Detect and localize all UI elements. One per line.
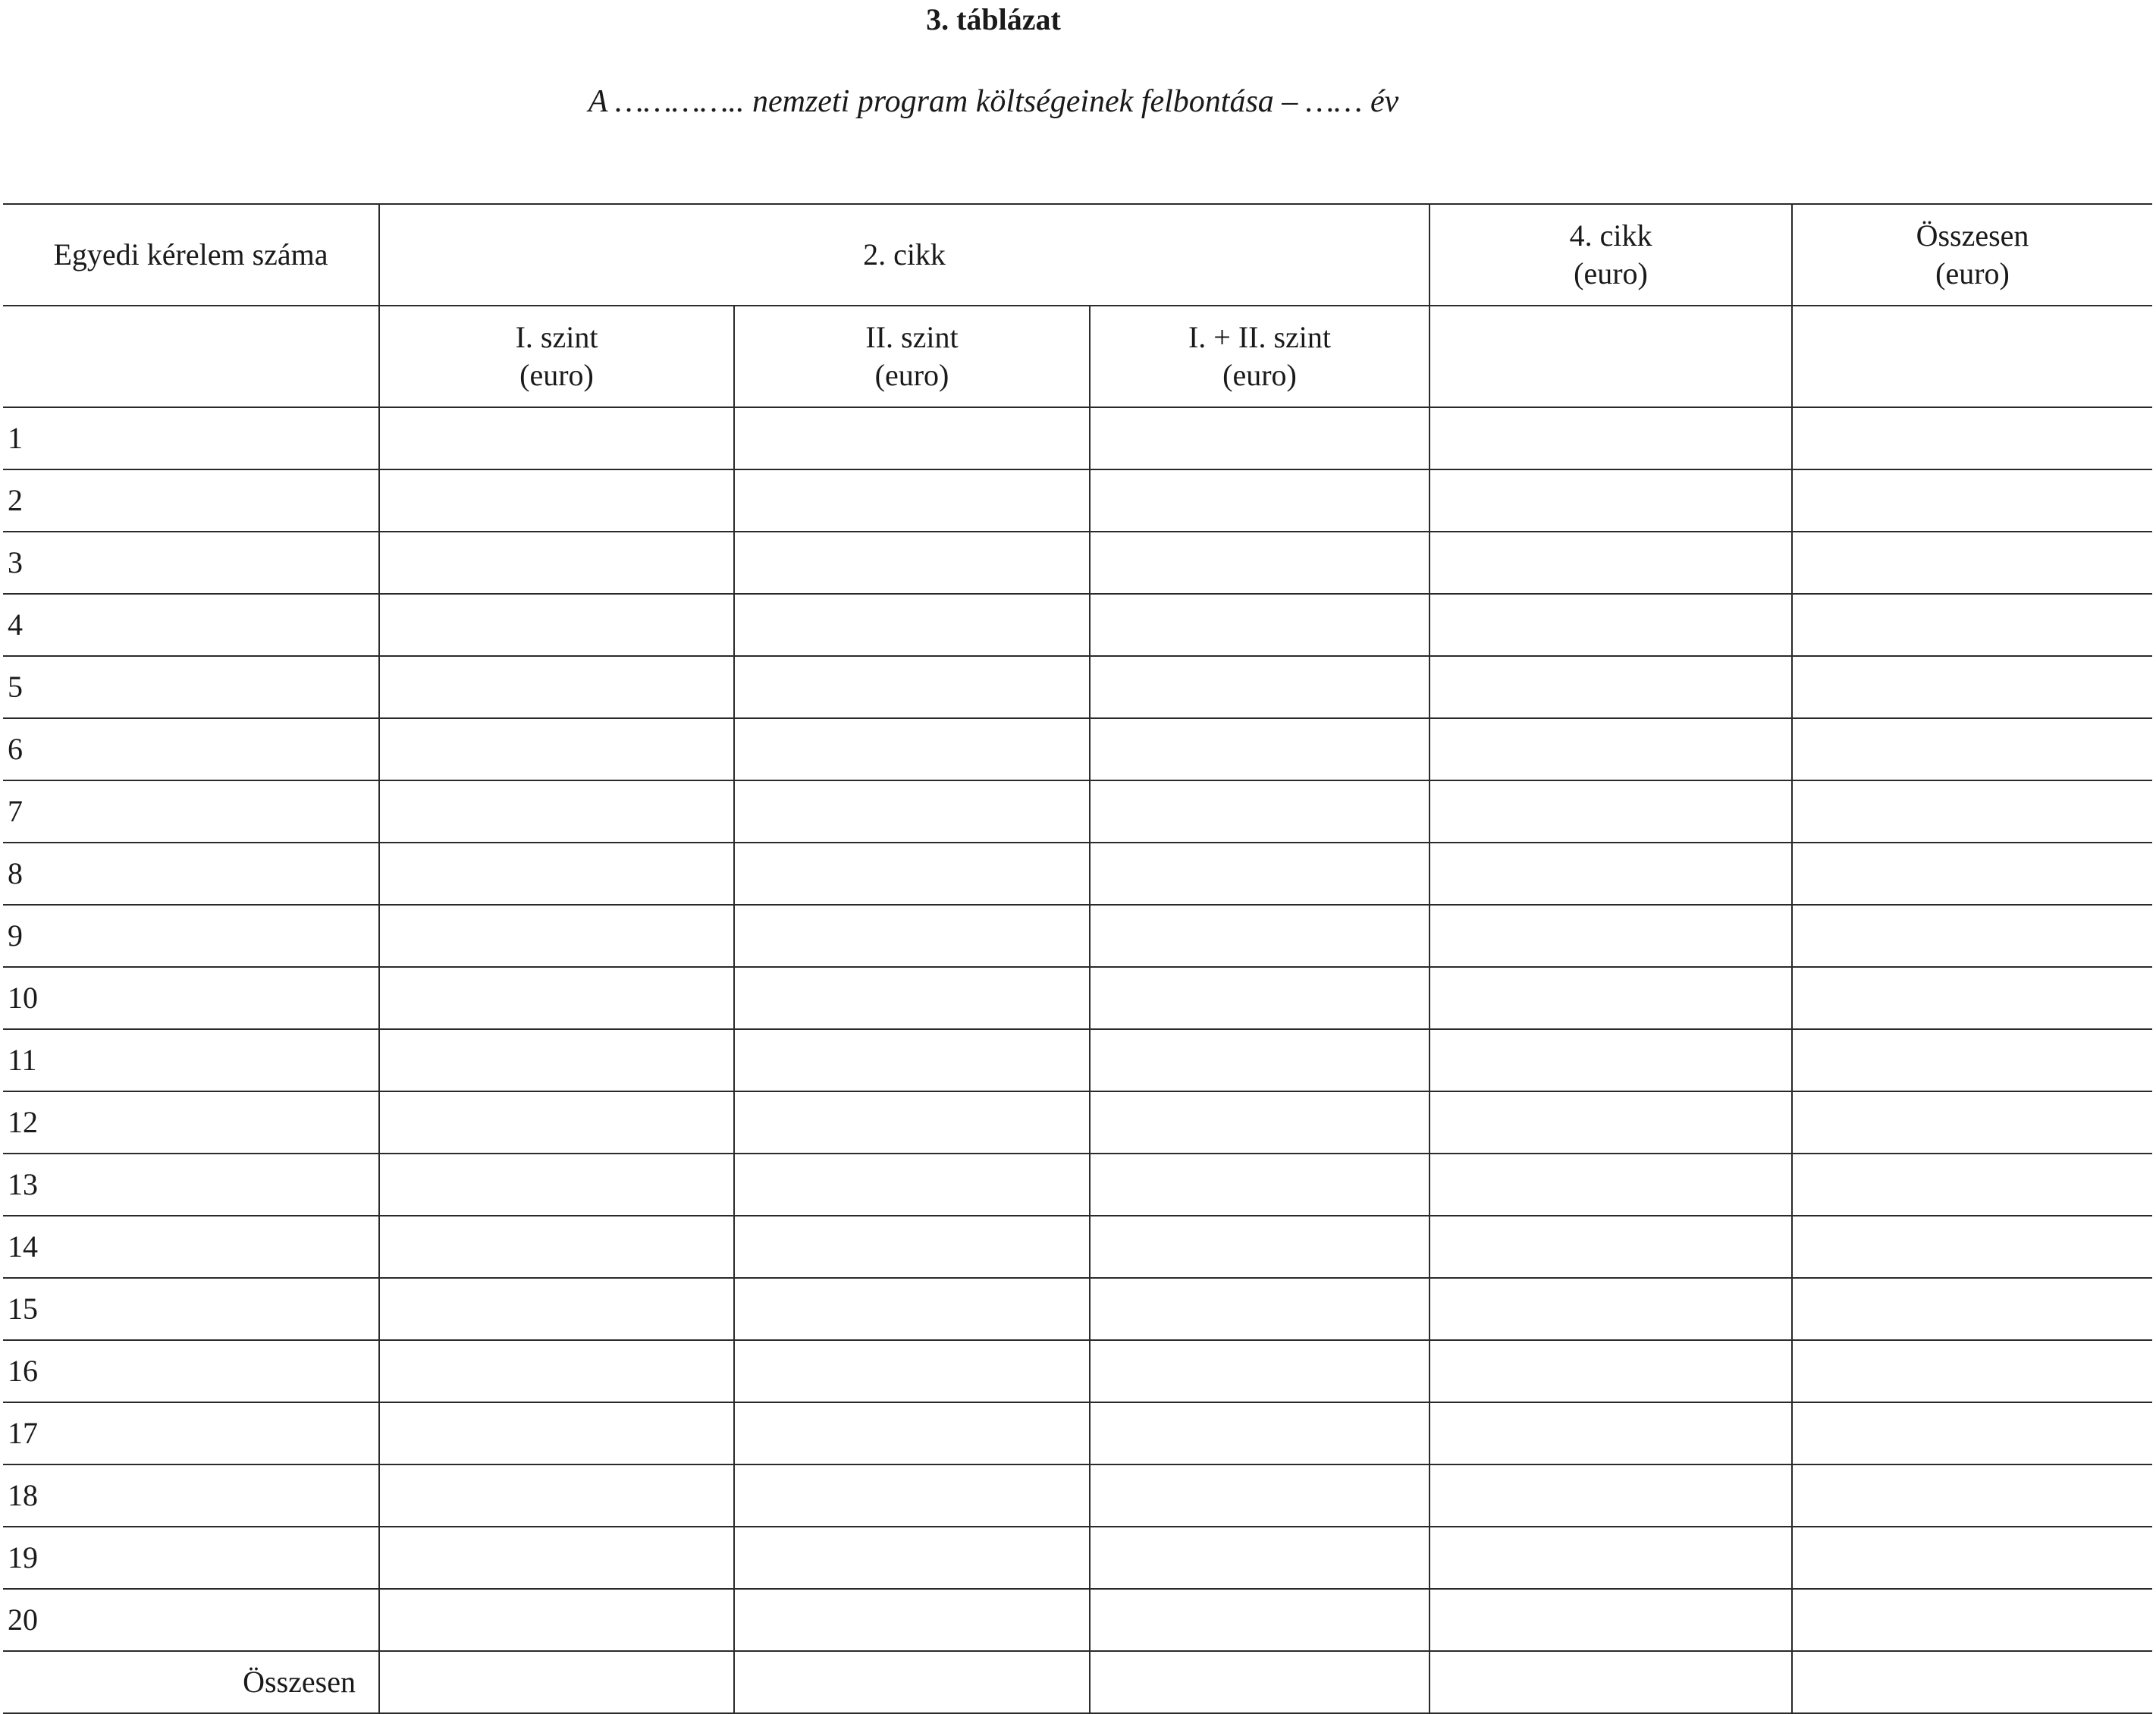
header-level-1-unit: (euro): [519, 358, 594, 392]
cell-article-4: [1429, 718, 1792, 780]
row-number: 16: [3, 1340, 379, 1402]
cell-total: [1792, 843, 2152, 905]
cell-total: [1792, 1278, 2152, 1340]
cell-level-2: [734, 843, 1090, 905]
cell-total: [1792, 407, 2152, 469]
cell-level-1-2: [1090, 532, 1429, 594]
cell-level-1: [379, 843, 734, 905]
header-row-main: [3, 204, 2152, 306]
cell-level-2: [734, 780, 1090, 843]
row-number: 7: [3, 780, 379, 843]
cell-level-2: [734, 656, 1090, 718]
table-subtitle: A ………….. nemzeti program költségeinek felbontása – …… év: [588, 84, 1399, 119]
table-row: [3, 1527, 2152, 1589]
header-article-4-unit: (euro): [1574, 256, 1648, 290]
cell-level-1: [379, 967, 734, 1029]
table-row: [3, 780, 2152, 843]
cell-level-1: [379, 1278, 734, 1340]
cell-level-2: [734, 967, 1090, 1029]
total-row: [3, 1651, 2152, 1713]
table-row: [3, 1402, 2152, 1464]
cell-article-4: [1429, 1029, 1792, 1091]
cell-level-2: [734, 1402, 1090, 1464]
row-number: 11: [3, 1029, 379, 1091]
cell-total: [1792, 1340, 2152, 1402]
cell-total: [1792, 656, 2152, 718]
cell-level-1-2: [1090, 1402, 1429, 1464]
header-request-number: Egyedi kérelem száma: [3, 204, 379, 306]
table-row: [3, 594, 2152, 656]
cell-level-1: [379, 1589, 734, 1651]
cell-level-1-2: [1090, 1029, 1429, 1091]
table-row: [3, 1216, 2152, 1278]
header-row-sub: [3, 306, 2152, 407]
cell-article-4: [1429, 1091, 1792, 1154]
table-row: [3, 1278, 2152, 1340]
cell-level-2: [734, 718, 1090, 780]
table-row: [3, 843, 2152, 905]
cell-level-1-2: [1090, 1278, 1429, 1340]
cell-level-1: [379, 1216, 734, 1278]
cell-level-1: [379, 905, 734, 967]
cell-level-1: [379, 532, 734, 594]
table-row: [3, 905, 2152, 967]
header-level-2-unit: (euro): [874, 358, 949, 392]
cell-level-2: [734, 532, 1090, 594]
cell-total: [1792, 967, 2152, 1029]
cell-level-2: [734, 1216, 1090, 1278]
cell-level-1-2: [1090, 469, 1429, 532]
cell-total: [1792, 532, 2152, 594]
table-row: [3, 469, 2152, 532]
row-number: 18: [3, 1464, 379, 1527]
cell-total: [1792, 1216, 2152, 1278]
header-sub-empty: [3, 306, 379, 407]
cell-article-4: [1429, 1278, 1792, 1340]
cell-article-4: [1429, 532, 1792, 594]
cell-total: [1792, 1589, 2152, 1651]
table-row: [3, 656, 2152, 718]
cell-level-1-2: [1090, 967, 1429, 1029]
cell-level-1: [379, 718, 734, 780]
cell-level-1-2: [1090, 1340, 1429, 1402]
cell-level-1-2: [1090, 1464, 1429, 1527]
header-level-1-label: I. szint: [515, 320, 598, 354]
cell-total: [1792, 718, 2152, 780]
table-row: [3, 967, 2152, 1029]
row-number: 8: [3, 843, 379, 905]
cell-article-4: [1429, 843, 1792, 905]
header-sub-total-empty: [1792, 306, 2152, 407]
cell-level-2: [734, 1091, 1090, 1154]
table-row: [3, 1340, 2152, 1402]
row-number: 3: [3, 532, 379, 594]
header-total-label: Összesen: [1916, 218, 2029, 253]
row-number: 12: [3, 1091, 379, 1154]
cell-level-1-2: [1090, 1527, 1429, 1589]
cell-total: [1792, 780, 2152, 843]
cell-article-4: [1429, 780, 1792, 843]
cell-article-4: [1429, 1154, 1792, 1216]
total-label: Összesen: [3, 1651, 379, 1713]
cell-article-4: [1429, 1340, 1792, 1402]
cell-level-1: [379, 1154, 734, 1216]
cell-article-4: [1429, 1216, 1792, 1278]
cell-level-2: [734, 1340, 1090, 1402]
header-total: [1792, 204, 2152, 306]
row-number: 5: [3, 656, 379, 718]
cell-level-2: [734, 1527, 1090, 1589]
header-article-4: [1429, 204, 1792, 306]
cell-level-1: [379, 1340, 734, 1402]
cell-level-2: [734, 1464, 1090, 1527]
table-row: [3, 1154, 2152, 1216]
cell-total: [1792, 1464, 2152, 1527]
cell-total: [1792, 1091, 2152, 1154]
cost-breakdown-table: [3, 203, 2152, 1714]
cell-article-4: [1429, 905, 1792, 967]
table-row: [3, 1091, 2152, 1154]
cell-total: [1792, 594, 2152, 656]
header-article-2: 2. cikk: [379, 204, 1429, 306]
cell-level-2: [734, 905, 1090, 967]
cell-total: [1792, 1651, 2152, 1713]
cell-level-2: [734, 1029, 1090, 1091]
table-row: [3, 1029, 2152, 1091]
cell-level-2: [734, 407, 1090, 469]
cell-level-1: [379, 407, 734, 469]
cell-level-1: [379, 656, 734, 718]
cell-level-1-2: [1090, 1651, 1429, 1713]
cell-level-1: [379, 1464, 734, 1527]
header-level-1-2-label: I. + II. szint: [1188, 320, 1332, 354]
row-number: 19: [3, 1527, 379, 1589]
header-level-2-label: II. szint: [865, 320, 959, 354]
table-row: [3, 407, 2152, 469]
cell-level-1: [379, 1091, 734, 1154]
cell-article-4: [1429, 1589, 1792, 1651]
row-number: 10: [3, 967, 379, 1029]
cell-article-4: [1429, 469, 1792, 532]
table-row: [3, 532, 2152, 594]
cell-level-1-2: [1090, 780, 1429, 843]
row-number: 2: [3, 469, 379, 532]
row-number: 17: [3, 1402, 379, 1464]
cell-level-2: [734, 1589, 1090, 1651]
cell-article-4: [1429, 967, 1792, 1029]
header-article-4-label: 4. cikk: [1569, 218, 1652, 253]
row-number: 6: [3, 718, 379, 780]
row-number: 1: [3, 407, 379, 469]
cell-total: [1792, 469, 2152, 532]
header-level-2: [734, 306, 1090, 407]
cell-article-4: [1429, 594, 1792, 656]
header-total-unit: (euro): [1935, 256, 2010, 290]
table-row: [3, 1589, 2152, 1651]
cell-level-1: [379, 1402, 734, 1464]
cell-level-1-2: [1090, 1154, 1429, 1216]
header-sub-article-4-empty: [1429, 306, 1792, 407]
row-number: 20: [3, 1589, 379, 1651]
row-number: 15: [3, 1278, 379, 1340]
cell-level-1-2: [1090, 407, 1429, 469]
cell-article-4: [1429, 1402, 1792, 1464]
cell-level-1-2: [1090, 594, 1429, 656]
cell-level-2: [734, 1651, 1090, 1713]
header-level-1-2-unit: (euro): [1222, 358, 1297, 392]
row-number: 13: [3, 1154, 379, 1216]
cell-level-1-2: [1090, 843, 1429, 905]
cell-level-1-2: [1090, 1091, 1429, 1154]
cell-level-1: [379, 1029, 734, 1091]
cell-level-1: [379, 1527, 734, 1589]
cell-total: [1792, 905, 2152, 967]
row-number: 14: [3, 1216, 379, 1278]
table-title: 3. táblázat: [926, 2, 1061, 36]
cell-article-4: [1429, 1464, 1792, 1527]
cell-level-1: [379, 1651, 734, 1713]
cell-article-4: [1429, 1527, 1792, 1589]
table-row: [3, 718, 2152, 780]
cell-level-1-2: [1090, 718, 1429, 780]
cell-level-1-2: [1090, 905, 1429, 967]
header-level-1-2: [1090, 306, 1429, 407]
row-number: 4: [3, 594, 379, 656]
cell-level-1: [379, 780, 734, 843]
cell-article-4: [1429, 1651, 1792, 1713]
cell-total: [1792, 1029, 2152, 1091]
cell-level-2: [734, 469, 1090, 532]
cell-article-4: [1429, 656, 1792, 718]
cell-level-2: [734, 594, 1090, 656]
cell-level-1-2: [1090, 656, 1429, 718]
cell-article-4: [1429, 407, 1792, 469]
cell-level-1-2: [1090, 1216, 1429, 1278]
cell-level-1-2: [1090, 1589, 1429, 1651]
cell-total: [1792, 1402, 2152, 1464]
cell-level-1: [379, 469, 734, 532]
cell-level-1: [379, 594, 734, 656]
cell-level-2: [734, 1278, 1090, 1340]
header-level-1: [379, 306, 734, 407]
table-row: [3, 1464, 2152, 1527]
cell-total: [1792, 1527, 2152, 1589]
cell-level-2: [734, 1154, 1090, 1216]
cell-total: [1792, 1154, 2152, 1216]
row-number: 9: [3, 905, 379, 967]
